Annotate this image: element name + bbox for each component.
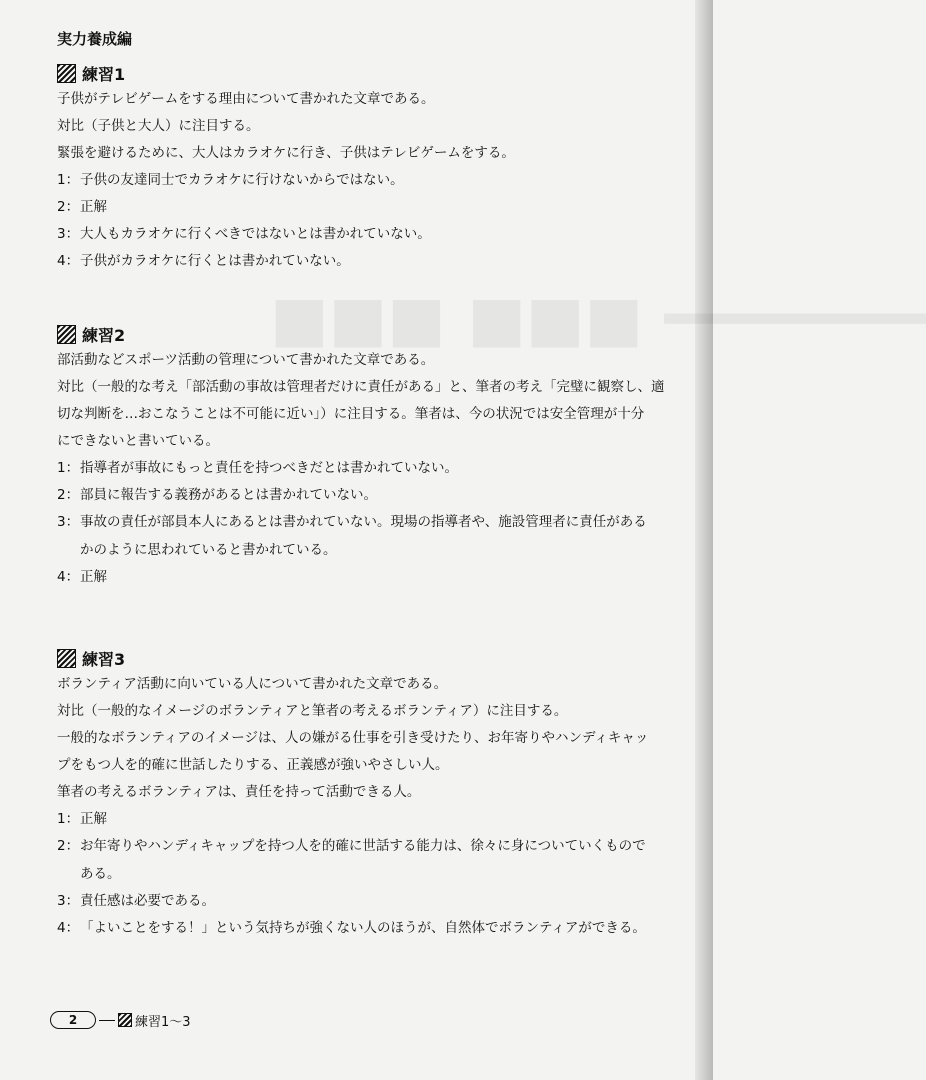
answer-text: 責任感は必要である。 [80,893,215,909]
answer-item [57,515,707,530]
answer-number: 4： [57,920,80,936]
answer-number: 3： [57,514,80,530]
body-line: 緊張を避けるために、大人はカラオケに行き、子供はテレビゲームをする。 [57,145,515,161]
answer-item [57,894,707,909]
answer-text: 「よいことをする！」という気持ちが強くない人のほうが、自然体でボランティアができる。 [80,920,646,936]
answer-number: 2： [57,487,80,503]
answer-text: 部員に報告する義務があるとは書かれていない。 [80,487,377,503]
answer-item [57,921,707,936]
footer-label: 練習1〜3 [135,1014,191,1030]
answer-item-continuation [57,867,707,882]
answer-item [57,488,707,503]
hatch-icon [57,649,76,668]
answer-number: 1： [57,811,80,827]
answer-number: 4： [57,253,80,269]
answer-text: 正解 [80,811,107,827]
answer-text: ある。 [80,866,121,882]
footer-divider [99,1020,115,1021]
body-line: ボランティア活動に向いている人について書かれた文章である。 [57,676,448,692]
section-practice-1 [57,60,707,269]
body-line: 部活動などスポーツ活動の管理について書かれた文章である。 [57,352,435,368]
answer-text: 指導者が事故にもっと責任を持つべきだとは書かれていない。 [80,460,458,476]
answer-text: 正解 [80,199,107,215]
show-through-text: ■■■ ■■■ ━━━━━━━ [270,282,926,355]
answer-text: お年寄りやハンディキャップを持つ人を的確に世話する能力は、徐々に身についていくもので [80,838,646,854]
body-line: 対比（子供と大人）に注目する。 [57,118,260,134]
section-title: 練習1 [82,64,126,84]
answer-text: かのように思われていると書かれている。 [80,542,337,558]
answer-item [57,461,707,476]
section-practice-3 [57,645,707,936]
answer-number: 2： [57,838,80,854]
answer-text: 子供がカラオケに行くとは書かれていない。 [80,253,350,269]
answer-text: 大人もカラオケに行くべきではないとは書かれていない。 [80,226,431,242]
answer-item [57,173,707,188]
body-line: 切な判断を…おこなうことは不可能に近い」）に注目する。筆者は、今の状況では安全管理が十分 [57,406,645,422]
answer-number: 1： [57,460,80,476]
hatch-icon [118,1013,132,1027]
answer-item [57,200,707,215]
answer-text: 子供の友達同士でカラオケに行けないからではない。 [80,172,404,188]
section-practice-2 [57,321,707,585]
answer-text: 事故の責任が部員本人にあるとは書かれていない。現場の指導者や、施設管理者に責任がある [80,514,647,530]
hatch-icon [57,325,76,344]
page-number: 2 [50,1011,96,1029]
body-line: 一般的なボランティアのイメージは、人の嫌がる仕事を引き受けたり、お年寄りやハンディキャッ [57,730,649,746]
answer-text: 正解 [80,569,107,585]
body-line: 対比（一般的な考え「部活動の事故は管理者だけに責任がある」と、筆者の考え「完璧に観察し、適 [57,379,665,395]
answer-number: 3： [57,893,80,909]
section-header [57,321,707,347]
section-title: 練習3 [82,649,126,669]
section-title: 練習2 [82,325,126,345]
answer-item-continuation [57,543,707,558]
section-header [57,60,707,86]
answer-number: 1： [57,172,80,188]
answer-number: 4： [57,569,80,585]
answer-item [57,254,707,269]
hatch-icon [57,64,76,83]
answer-item [57,227,707,242]
page-heading: 実力養成編 [57,30,133,48]
answer-item [57,839,707,854]
section-header [57,645,707,671]
answer-number: 2： [57,199,80,215]
body-line: 子供がテレビゲームをする理由について書かれた文章である。 [57,91,435,107]
page-footer [50,1010,191,1030]
answer-item [57,812,707,827]
answer-item [57,570,707,585]
body-line: プをもつ人を的確に世話したりする、正義感が強いやさしい人。 [57,757,449,773]
body-line: 筆者の考えるボランティアは、責任を持って活動できる人。 [57,784,421,800]
answer-number: 3： [57,226,80,242]
body-line: 対比（一般的なイメージのボランティアと筆者の考えるボランティア）に注目する。 [57,703,568,719]
body-line: にできないと書いている。 [57,433,219,449]
